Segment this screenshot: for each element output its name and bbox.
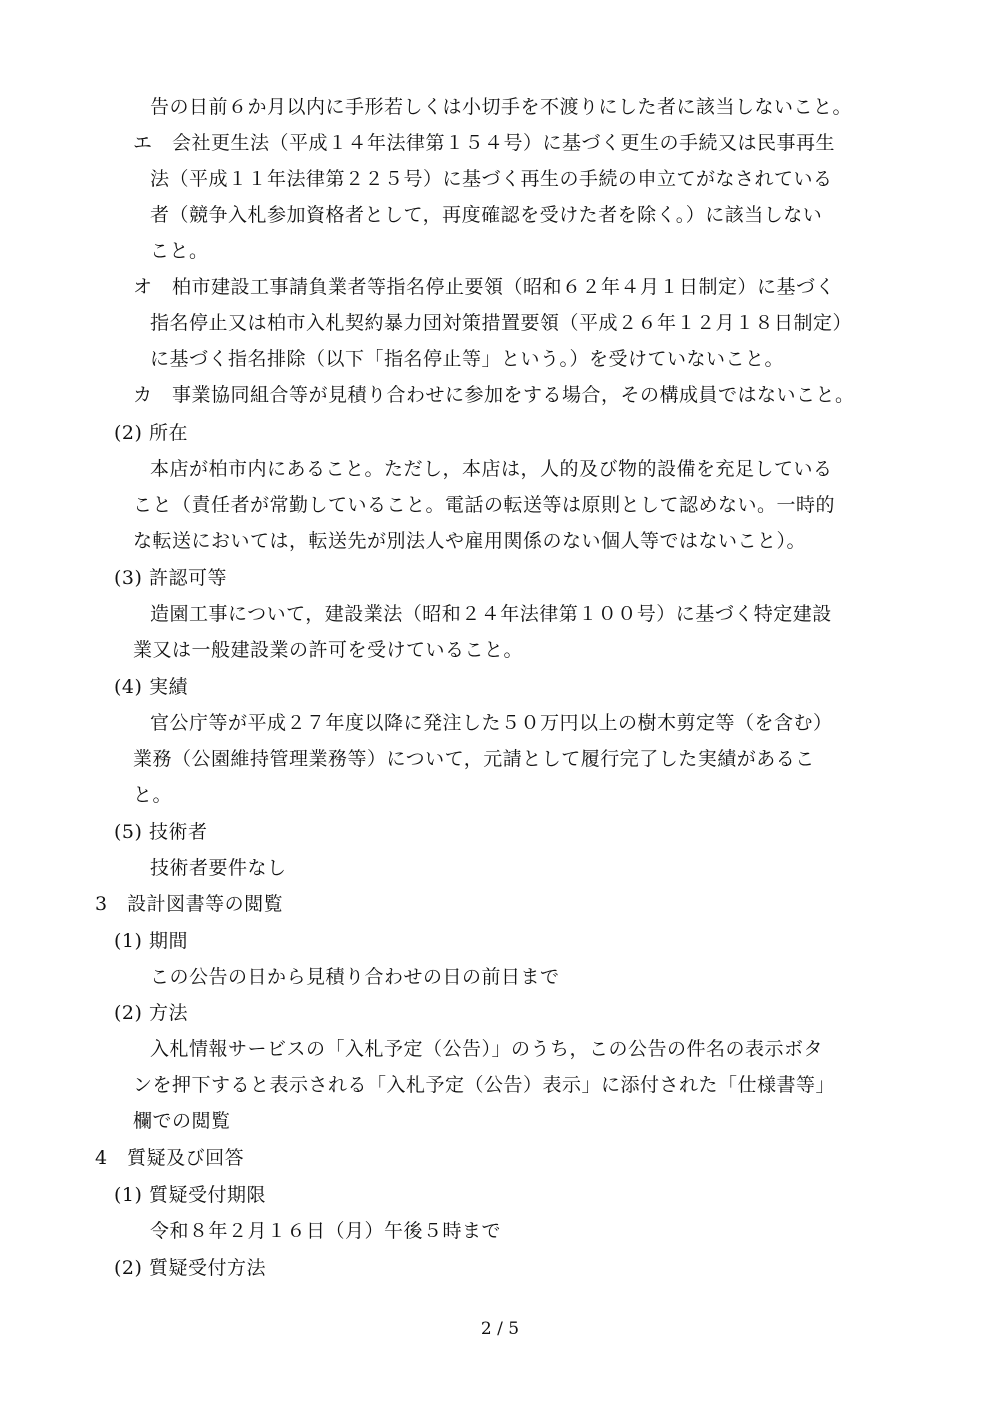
section-heading: (2) 所在 (114, 422, 188, 444)
section-heading: (2) 方法 (114, 1002, 188, 1024)
text-line: こと。 (150, 240, 209, 262)
chapter-heading: 4 質疑及び回答 (95, 1147, 245, 1169)
text-line: 欄での閲覧 (133, 1110, 231, 1132)
text-line: 業務（公園維持管理業務等）について，元請として履行完了した実績があるこ (133, 748, 815, 770)
text-line: この公告の日から見積り合わせの日の前日まで (150, 966, 560, 988)
text-line: な転送においては，転送先が別法人や雇用関係のない個人等ではないこと）。 (133, 530, 807, 552)
text-line: に基づく指名排除（以下「指名停止等」という。）を受けていないこと。 (150, 348, 785, 370)
page-number: 2 / 5 (480, 1319, 520, 1339)
list-item-e: エ 会社更生法（平成１４年法律第１５４号）に基づく更生の手続又は民事再生 (133, 132, 836, 154)
text-line: こと（責任者が常勤していること。電話の転送等は原則として認めない。一時的 (133, 494, 836, 516)
section-heading: (1) 期間 (114, 930, 188, 952)
text-line: 者（競争入札参加資格者として，再度確認を受けた者を除く。）に該当しない (150, 204, 823, 226)
text-line: 令和８年２月１６日（月）午後５時まで (150, 1220, 502, 1242)
text-line: 本店が柏市内にあること。ただし，本店は，人的及び物的設備を充足している (150, 458, 833, 480)
text-line: 官公庁等が平成２７年度以降に発注した５０万円以上の樹木剪定等（を含む） (150, 712, 833, 734)
text-line: 業又は一般建設業の許可を受けていること。 (133, 639, 524, 661)
section-heading: (3) 許認可等 (114, 567, 227, 589)
text-line: 入札情報サービスの「入札予定（公告）」のうち，この公告の件名の表示ボタ (150, 1038, 824, 1060)
section-heading: (1) 質疑受付期限 (114, 1184, 266, 1206)
section-heading: (4) 実績 (114, 676, 188, 698)
text-line: と。 (133, 784, 173, 806)
text-line: 指名停止又は柏市入札契約暴力団対策措置要領（平成２６年１２月１８日制定） (150, 312, 853, 334)
section-heading: (5) 技術者 (114, 821, 208, 843)
section-heading: (2) 質疑受付方法 (114, 1257, 266, 1279)
list-item-ka: カ 事業協同組合等が見積り合わせに参加をする場合，その構成員ではないこと。 (133, 384, 855, 406)
text-line: 造園工事について，建設業法（昭和２４年法律第１００号）に基づく特定建設 (150, 603, 832, 625)
text-line: 告の日前６か月以内に手形若しくは小切手を不渡りにした者に該当しないこと。 (150, 96, 853, 118)
text-line: 法（平成１１年法律第２２５号）に基づく再生の手続の申立てがなされている (150, 168, 833, 190)
text-line: 技術者要件なし (150, 857, 287, 879)
chapter-heading: 3 設計図書等の閲覧 (95, 893, 284, 915)
text-line: ンを押下すると表示される「入札予定（公告）表示」に添付された「仕様書等」 (133, 1074, 836, 1096)
list-item-o: オ 柏市建設工事請負業者等指名停止要領（昭和６２年４月１日制定）に基づく (133, 276, 836, 298)
